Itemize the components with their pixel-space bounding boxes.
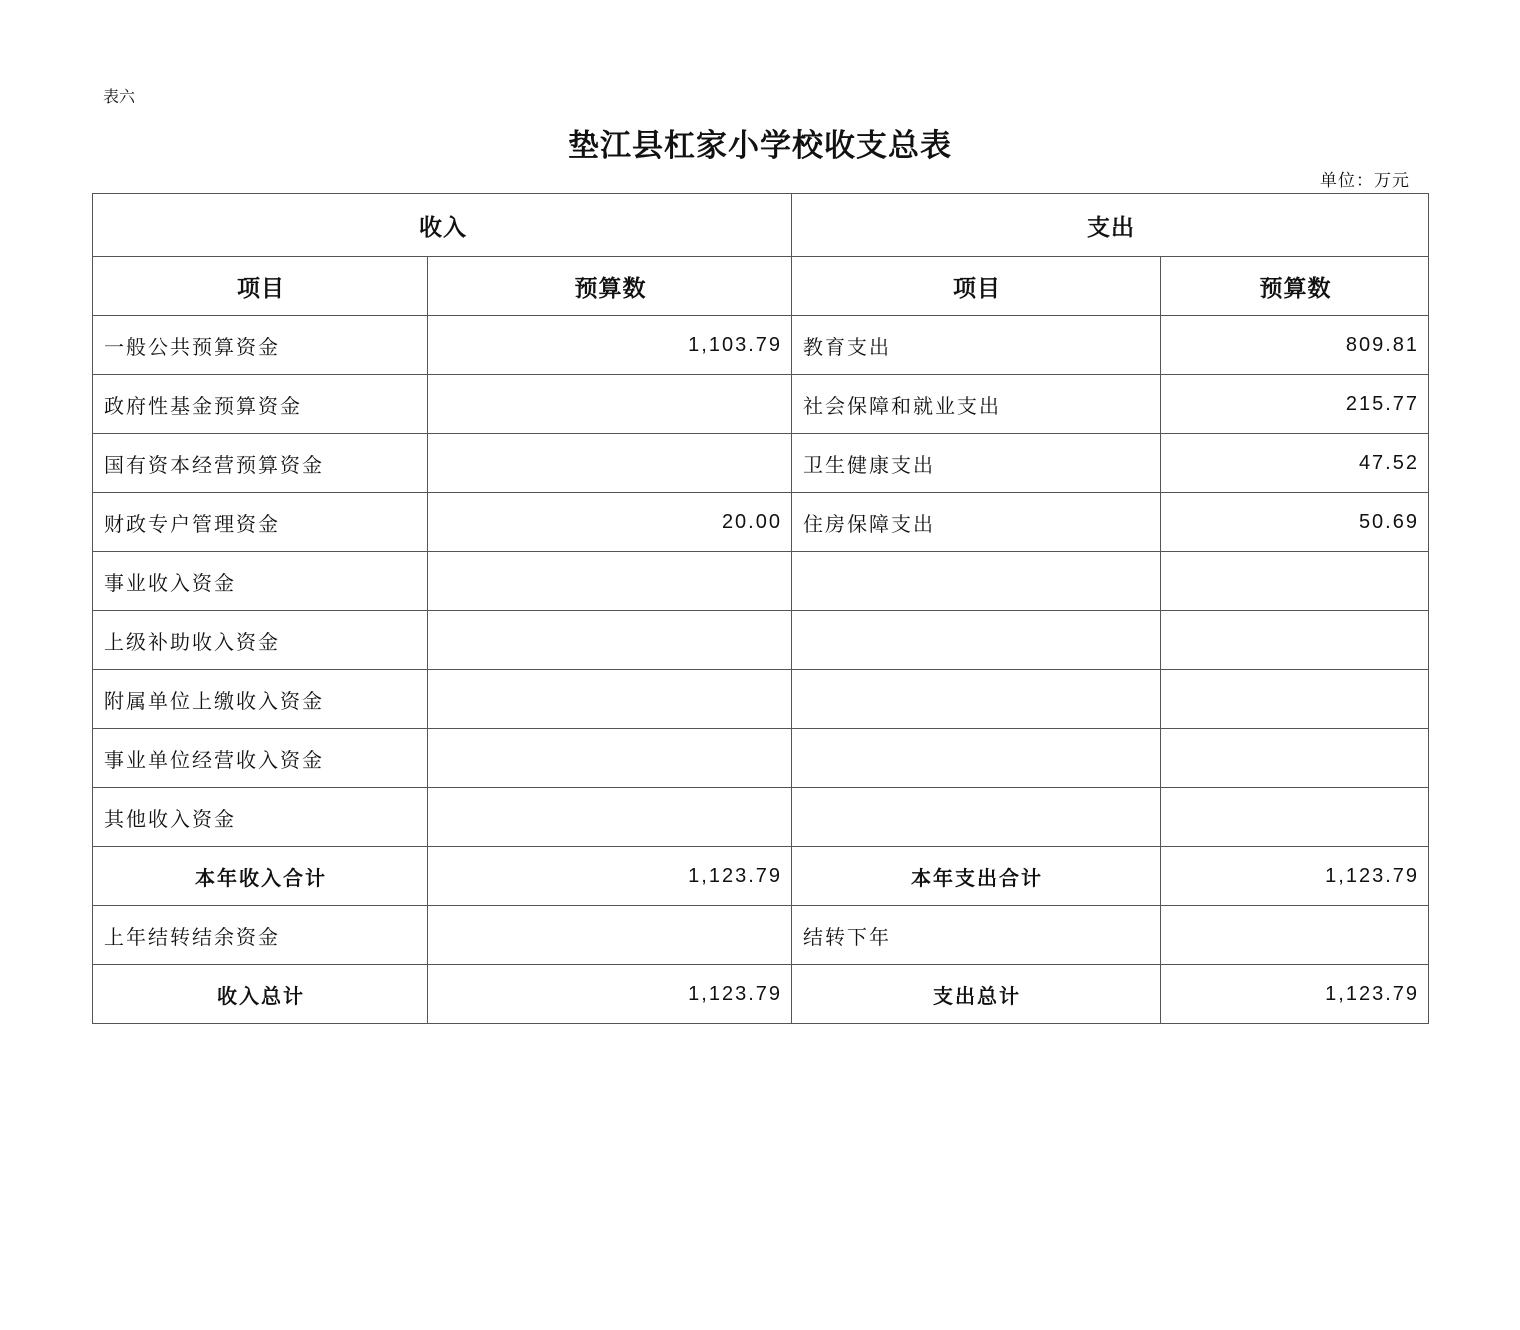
page-title: 垫江县杠家小学校收支总表	[568, 128, 952, 164]
table-row	[93, 729, 1429, 788]
expenditure-amount-cell	[1161, 552, 1429, 611]
table-row	[93, 670, 1429, 729]
expenditure-item-cell	[792, 552, 1161, 611]
income-section-header: 收入	[93, 194, 792, 257]
budget-summary-table	[92, 193, 1429, 1024]
income-amount-cell	[428, 375, 792, 434]
grand-total-row	[93, 965, 1429, 1024]
section-header-row	[93, 194, 1429, 257]
table-row	[93, 434, 1429, 493]
income-item-cell: 附属单位上缴收入资金	[93, 670, 428, 729]
expenditure-amount-cell	[1161, 729, 1429, 788]
income-item-header: 项目	[93, 257, 428, 316]
grand-expenditure-total-amount: 1,123.79	[1161, 965, 1429, 1024]
year-income-total-amount: 1,123.79	[428, 847, 792, 906]
table-row	[93, 375, 1429, 434]
carry-over-expenditure-label: 结转下年	[792, 906, 1161, 965]
expenditure-item-header: 项目	[792, 257, 1161, 316]
expenditure-amount-cell: 215.77	[1161, 375, 1429, 434]
carry-over-expenditure-amount	[1161, 906, 1429, 965]
expenditure-item-cell: 住房保障支出	[792, 493, 1161, 552]
expenditure-amount-cell	[1161, 670, 1429, 729]
expenditure-amount-cell	[1161, 611, 1429, 670]
expenditure-item-cell: 教育支出	[792, 316, 1161, 375]
table-number-label: 表六	[103, 87, 136, 106]
table-row	[93, 788, 1429, 847]
expenditure-amount-cell	[1161, 788, 1429, 847]
income-amount-cell: 1,103.79	[428, 316, 792, 375]
expenditure-amount-cell: 47.52	[1161, 434, 1429, 493]
grand-expenditure-total-label: 支出总计	[792, 965, 1161, 1024]
column-header-row	[93, 257, 1429, 316]
table-row	[93, 316, 1429, 375]
income-item-cell: 其他收入资金	[93, 788, 428, 847]
income-amount-cell: 20.00	[428, 493, 792, 552]
income-amount-cell	[428, 670, 792, 729]
income-amount-cell	[428, 729, 792, 788]
year-income-total-label: 本年收入合计	[93, 847, 428, 906]
expenditure-item-cell: 卫生健康支出	[792, 434, 1161, 493]
carry-over-income-amount	[428, 906, 792, 965]
expenditure-item-cell: 社会保障和就业支出	[792, 375, 1161, 434]
table-row	[93, 493, 1429, 552]
expenditure-item-cell	[792, 670, 1161, 729]
carry-over-income-label: 上年结转结余资金	[93, 906, 428, 965]
expenditure-section-header: 支出	[792, 194, 1429, 257]
expenditure-item-cell	[792, 729, 1161, 788]
table-row	[93, 552, 1429, 611]
year-expenditure-total-amount: 1,123.79	[1161, 847, 1429, 906]
income-budget-header: 预算数	[428, 257, 792, 316]
income-item-cell: 一般公共预算资金	[93, 316, 428, 375]
income-amount-cell	[428, 611, 792, 670]
expenditure-item-cell	[792, 611, 1161, 670]
income-item-cell: 事业单位经营收入资金	[93, 729, 428, 788]
year-total-row	[93, 847, 1429, 906]
table-body	[93, 316, 1429, 847]
income-item-cell: 上级补助收入资金	[93, 611, 428, 670]
income-item-cell: 政府性基金预算资金	[93, 375, 428, 434]
year-expenditure-total-label: 本年支出合计	[792, 847, 1161, 906]
carry-over-row	[93, 906, 1429, 965]
expenditure-amount-cell: 50.69	[1161, 493, 1429, 552]
income-amount-cell	[428, 434, 792, 493]
table-row	[93, 611, 1429, 670]
income-item-cell: 事业收入资金	[93, 552, 428, 611]
income-item-cell: 国有资本经营预算资金	[93, 434, 428, 493]
expenditure-amount-cell: 809.81	[1161, 316, 1429, 375]
expenditure-item-cell	[792, 788, 1161, 847]
unit-label: 单位：万元	[1320, 171, 1410, 191]
grand-income-total-label: 收入总计	[93, 965, 428, 1024]
income-amount-cell	[428, 552, 792, 611]
income-amount-cell	[428, 788, 792, 847]
grand-income-total-amount: 1,123.79	[428, 965, 792, 1024]
income-item-cell: 财政专户管理资金	[93, 493, 428, 552]
expenditure-budget-header: 预算数	[1161, 257, 1429, 316]
